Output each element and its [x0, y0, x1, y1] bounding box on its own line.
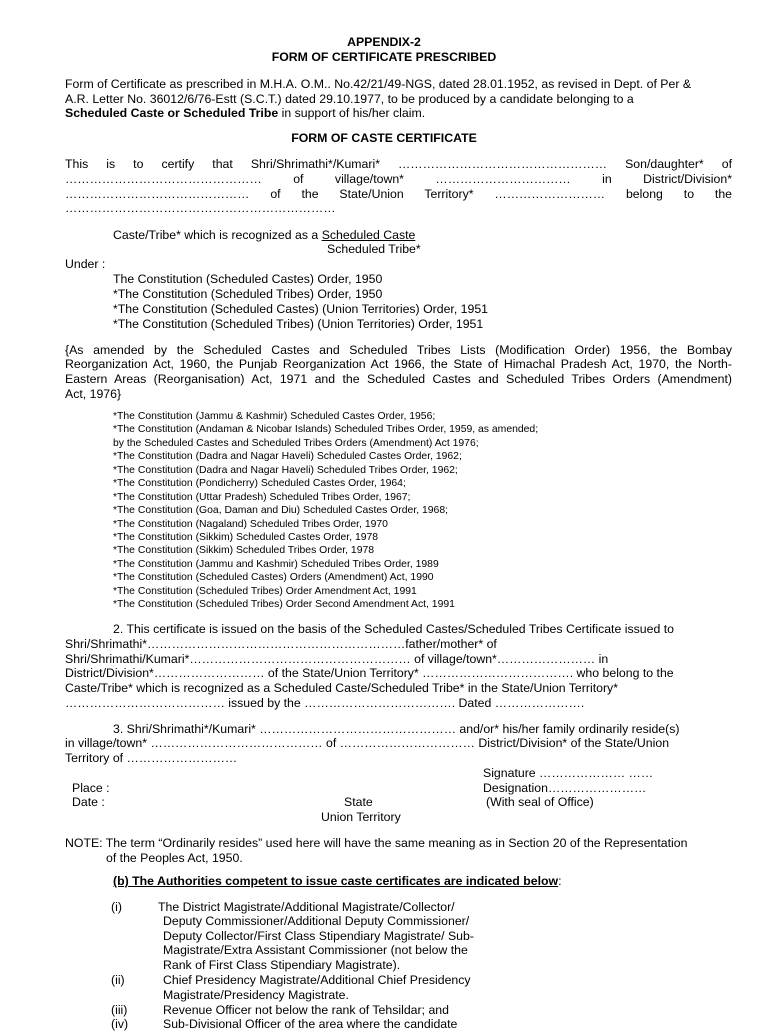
form-title: FORM OF CERTIFICATE PRESCRIBED — [271, 50, 497, 64]
under-label: Under : — [65, 257, 106, 271]
order-item: by the Scheduled Castes and Scheduled Tribes Orders (Amendment) Act 1976; — [113, 437, 479, 449]
authority-line: Magistrate/Extra Assistant Commissioner (not below the — [163, 943, 468, 957]
note-line-2: of the Peoples Act, 1950. — [106, 851, 243, 865]
certify-line-1: This is to certify that Shri/Shrimathi*/Kumari* …………………………………………… Son/daughter* of — [65, 157, 732, 171]
scheduled-caste-option: Scheduled Caste — [321, 228, 416, 242]
authority-number: (iii) — [111, 1003, 128, 1017]
order-item: *The Constitution (Nagaland) Scheduled Tribes Order, 1970 — [113, 518, 388, 530]
amended-line-3: Eastern Areas (Reorganisation) Act, 1971 and the Scheduled Castes and Scheduled Tribes Orders (Amendment) — [65, 372, 732, 386]
para2-line-5: Caste/Tribe* which is recognized as a Scheduled Caste/Scheduled Tribe* in the State/Union Territory* — [65, 681, 618, 695]
authority-line: Rank of First Class Stipendiary Magistrate). — [163, 958, 401, 972]
order-item: *The Constitution (Jammu & Kashmir) Scheduled Castes Order, 1956; — [113, 411, 436, 422]
caste-certificate-title: FORM OF CASTE CERTIFICATE — [291, 131, 477, 145]
under-item: The Constitution (Scheduled Castes) Order, 1950 — [113, 272, 383, 286]
recognized-line: Caste/Tribe* which is recognized as a Scheduled Caste — [113, 228, 416, 242]
certify-line-4: ………………………………………………………… — [65, 201, 336, 215]
amended-line-1: {As amended by the Scheduled Castes and Scheduled Tribes Lists (Modification Order) 1956, the Bombay — [65, 343, 732, 357]
order-item: *The Constitution (Dadra and Nagar Haveli) Scheduled Castes Order, 1962; — [113, 451, 462, 463]
para2-line-4: District/Division*……………………… of the State/Union Territory* ………………………………. who belong to the — [65, 666, 674, 680]
authority-line: Deputy Commissioner/Additional Deputy Commissioner/ — [163, 914, 470, 928]
seal-label: (With seal of Office) — [486, 795, 594, 809]
authority-line: Chief Presidency Magistrate/Additional Chief Presidency — [163, 973, 471, 987]
intro-rest: in support of his/her claim. — [278, 106, 426, 120]
authority-line: Magistrate/Presidency Magistrate. — [163, 988, 349, 1002]
para2-line-2: Shri/Shrimathi*………………………………………………………father/mother* of — [65, 637, 497, 651]
authority-line: Revenue Officer not below the rank of Tehsildar; and — [163, 1003, 449, 1017]
signature-line: Signature ………………… …… — [483, 766, 654, 780]
certify-line-2: ………………………………………… of village/town* …………………………… in District/Division* — [65, 172, 732, 186]
amended-line-2: Reorganization Act, 1960, the Punjab Reorganization Act 1966, the State of Himachal Pradesh Act, 1970, the North- — [65, 357, 732, 371]
order-item: *The Constitution (Sikkim) Scheduled Tribes Order, 1978 — [113, 545, 375, 557]
order-item: *The Constitution (Scheduled Tribes) Order Second Amendment Act, 1991 — [113, 599, 455, 611]
order-item: *The Constitution (Andaman & Nicobar Islands) Scheduled Tribes Order, 1959, as amended; — [113, 424, 539, 436]
state-label: State — [344, 795, 373, 809]
authorities-heading: (b) The Authorities competent to issue caste certificates are indicated below: — [113, 874, 562, 888]
orders-list — [113, 410, 538, 612]
order-item: *The Constitution (Dadra and Nagar Haveli) Scheduled Tribes Order, 1962; — [113, 464, 458, 476]
intro-bold: Scheduled Caste or Scheduled Tribe — [65, 106, 279, 120]
order-item: *The Constitution (Uttar Pradesh) Scheduled Tribes Order, 1967; — [113, 491, 411, 503]
under-item: *The Constitution (Scheduled Tribes) Order, 1950 — [113, 287, 383, 301]
order-item: *The Constitution (Goa, Daman and Diu) Scheduled Castes Order, 1968; — [113, 505, 448, 517]
scheduled-tribe-option: Scheduled Tribe* — [327, 242, 421, 256]
intro-line-1: Form of Certificate as prescribed in M.H.A. O.M.. No.42/21/49-NGS, dated 28.01.1952, as revised in Dept. of Per & — [65, 77, 692, 91]
under-item: *The Constitution (Scheduled Castes) (Union Territories) Order, 1951 — [113, 302, 489, 316]
appendix-heading: APPENDIX-2 — [347, 35, 421, 49]
authority-number: (ii) — [111, 973, 125, 987]
certify-line-3: ……………………………………… of the State/Union Territory* ……………………… belong to the — [65, 187, 732, 201]
note-line-1: NOTE: The term “Ordinarily resides” used here will have the same meaning as in Section 20 of the Representation — [65, 836, 688, 850]
order-item: *The Constitution (Scheduled Tribes) Order Amendment Act, 1991 — [113, 585, 417, 597]
under-item: *The Constitution (Scheduled Tribes) (Union Territories) Order, 1951 — [113, 317, 484, 331]
date-label: Date : — [72, 795, 105, 809]
intro-line-2: A.R. Letter No. 36012/6/76-Estt (S.C.T.) dated 29.10.1977, to be produced by a candidate belonging to a — [65, 92, 634, 106]
amended-line-4: Act, 1976} — [65, 387, 122, 401]
authority-line: Sub-Divisional Officer of the area where the candidate — [163, 1017, 458, 1031]
authority-line: Deputy Collector/First Class Stipendiary Magistrate/ Sub- — [163, 929, 474, 943]
order-item: *The Constitution (Pondicherry) Scheduled Castes Order, 1964; — [113, 478, 406, 490]
para3-line-2: in village/town* …………………………………… of …………………………… District/Division* of the State/Union — [65, 736, 670, 750]
para3-line-1: 3. Shri/Shrimathi*/Kumari* ………………………………………… and/or* his/her family ordinarily reside(s) — [113, 722, 680, 736]
authority-number: (iv) — [111, 1017, 129, 1031]
order-item: *The Constitution (Scheduled Castes) Orders (Amendment) Act, 1990 — [113, 572, 434, 584]
place-label: Place : — [72, 781, 110, 795]
order-item: *The Constitution (Jammu and Kashmir) Scheduled Tribes Order, 1989 — [113, 558, 439, 570]
authority-number: (i) — [111, 900, 122, 914]
para2-line-6: ………………………………… issued by the ………………………………. Dated …………………. — [65, 696, 585, 710]
union-territory-label: Union Territory — [321, 810, 401, 824]
para3-line-3: Territory of ……………………… — [65, 751, 238, 765]
order-item: *The Constitution (Sikkim) Scheduled Castes Order, 1978 — [113, 531, 379, 543]
para2-line-3: Shri/Shrimathi/Kumari*……………………………………………… of village/town*…………………… in — [65, 652, 609, 666]
para2-line-1: 2. This certificate is issued on the basis of the Scheduled Castes/Scheduled Tribes Certificate issued to — [113, 622, 674, 636]
authority-line: The District Magistrate/Additional Magistrate/Collector/ — [158, 900, 455, 914]
intro-line-3 — [65, 106, 425, 121]
designation-line: Designation…………………… — [483, 781, 647, 795]
